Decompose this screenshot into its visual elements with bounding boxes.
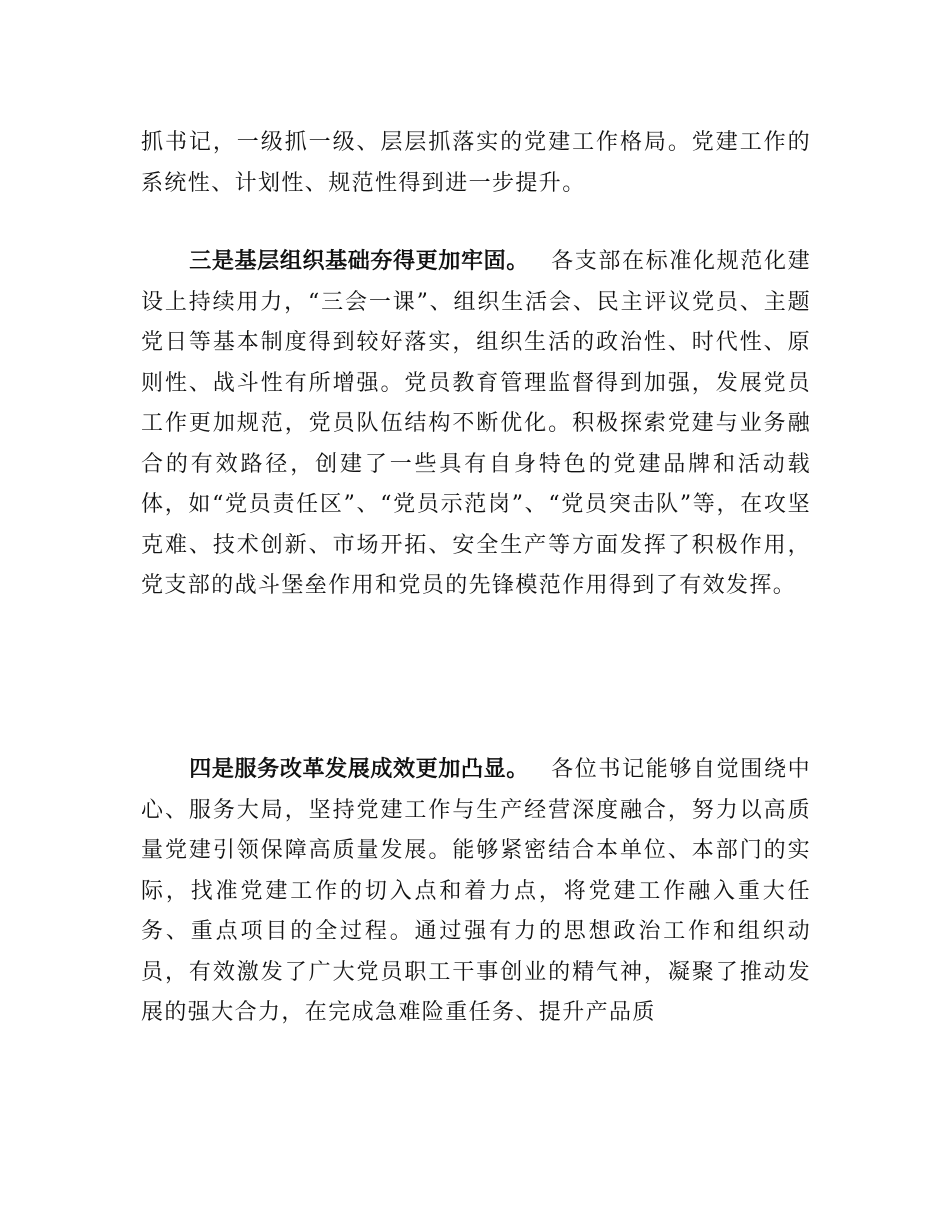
paragraph-reform-development — [141, 750, 811, 1034]
paragraph-body: 各位书记能够自觉围绕中心、服务大局，坚持党建工作与生产经营深度融合，努力以高质量党建引领保障高质量发展。能够紧密结合本单位、本部门的实际，找准党建工作的切入点和着力点，将党建工作融入重大任务、重点项目的全过程。通过强有力的思想政治工作和组织动员，有效激发了广大党员职工干事创业的精气神，凝聚了推动发展的强大合力，在完成急难险重任务、提升产品质 — [141, 757, 811, 1025]
paragraph-heading: 三是基层组织基础夯得更加牢固。 — [189, 249, 529, 274]
paragraph-body: 各支部在标准化规范化建设上持续用力，“三会一课”、组织生活会、民主评议党员、主题党日等基本制度得到较好落实，组织生活的政治性、时代性、原则性、战斗性有所增强。党员教育管理监督得到加强，发展党员工作更加规范，党员队伍结构不断优化。积极探索党建与业务融合的有效路径，创建了一些具有自身特色的党建品牌和活动载体，如“党员责任区”、“党员示范岗”、“党员突击队”等，在攻坚克难、技术创新、市场开拓、安全生产等方面发挥了积极作用，党支部的战斗堡垒作用和党员的先锋模范作用得到了有效发挥。 — [141, 249, 811, 598]
paragraph-body: 抓书记，一级抓一级、层层抓落实的党建工作格局。党建工作的系统性、计划性、规范性得到进一步提升。 — [141, 130, 811, 196]
paragraph-heading: 四是服务改革发展成效更加凸显。 — [189, 757, 529, 782]
paragraph-grassroots-organization — [141, 242, 811, 607]
paragraph-party-building-pattern — [141, 123, 811, 204]
